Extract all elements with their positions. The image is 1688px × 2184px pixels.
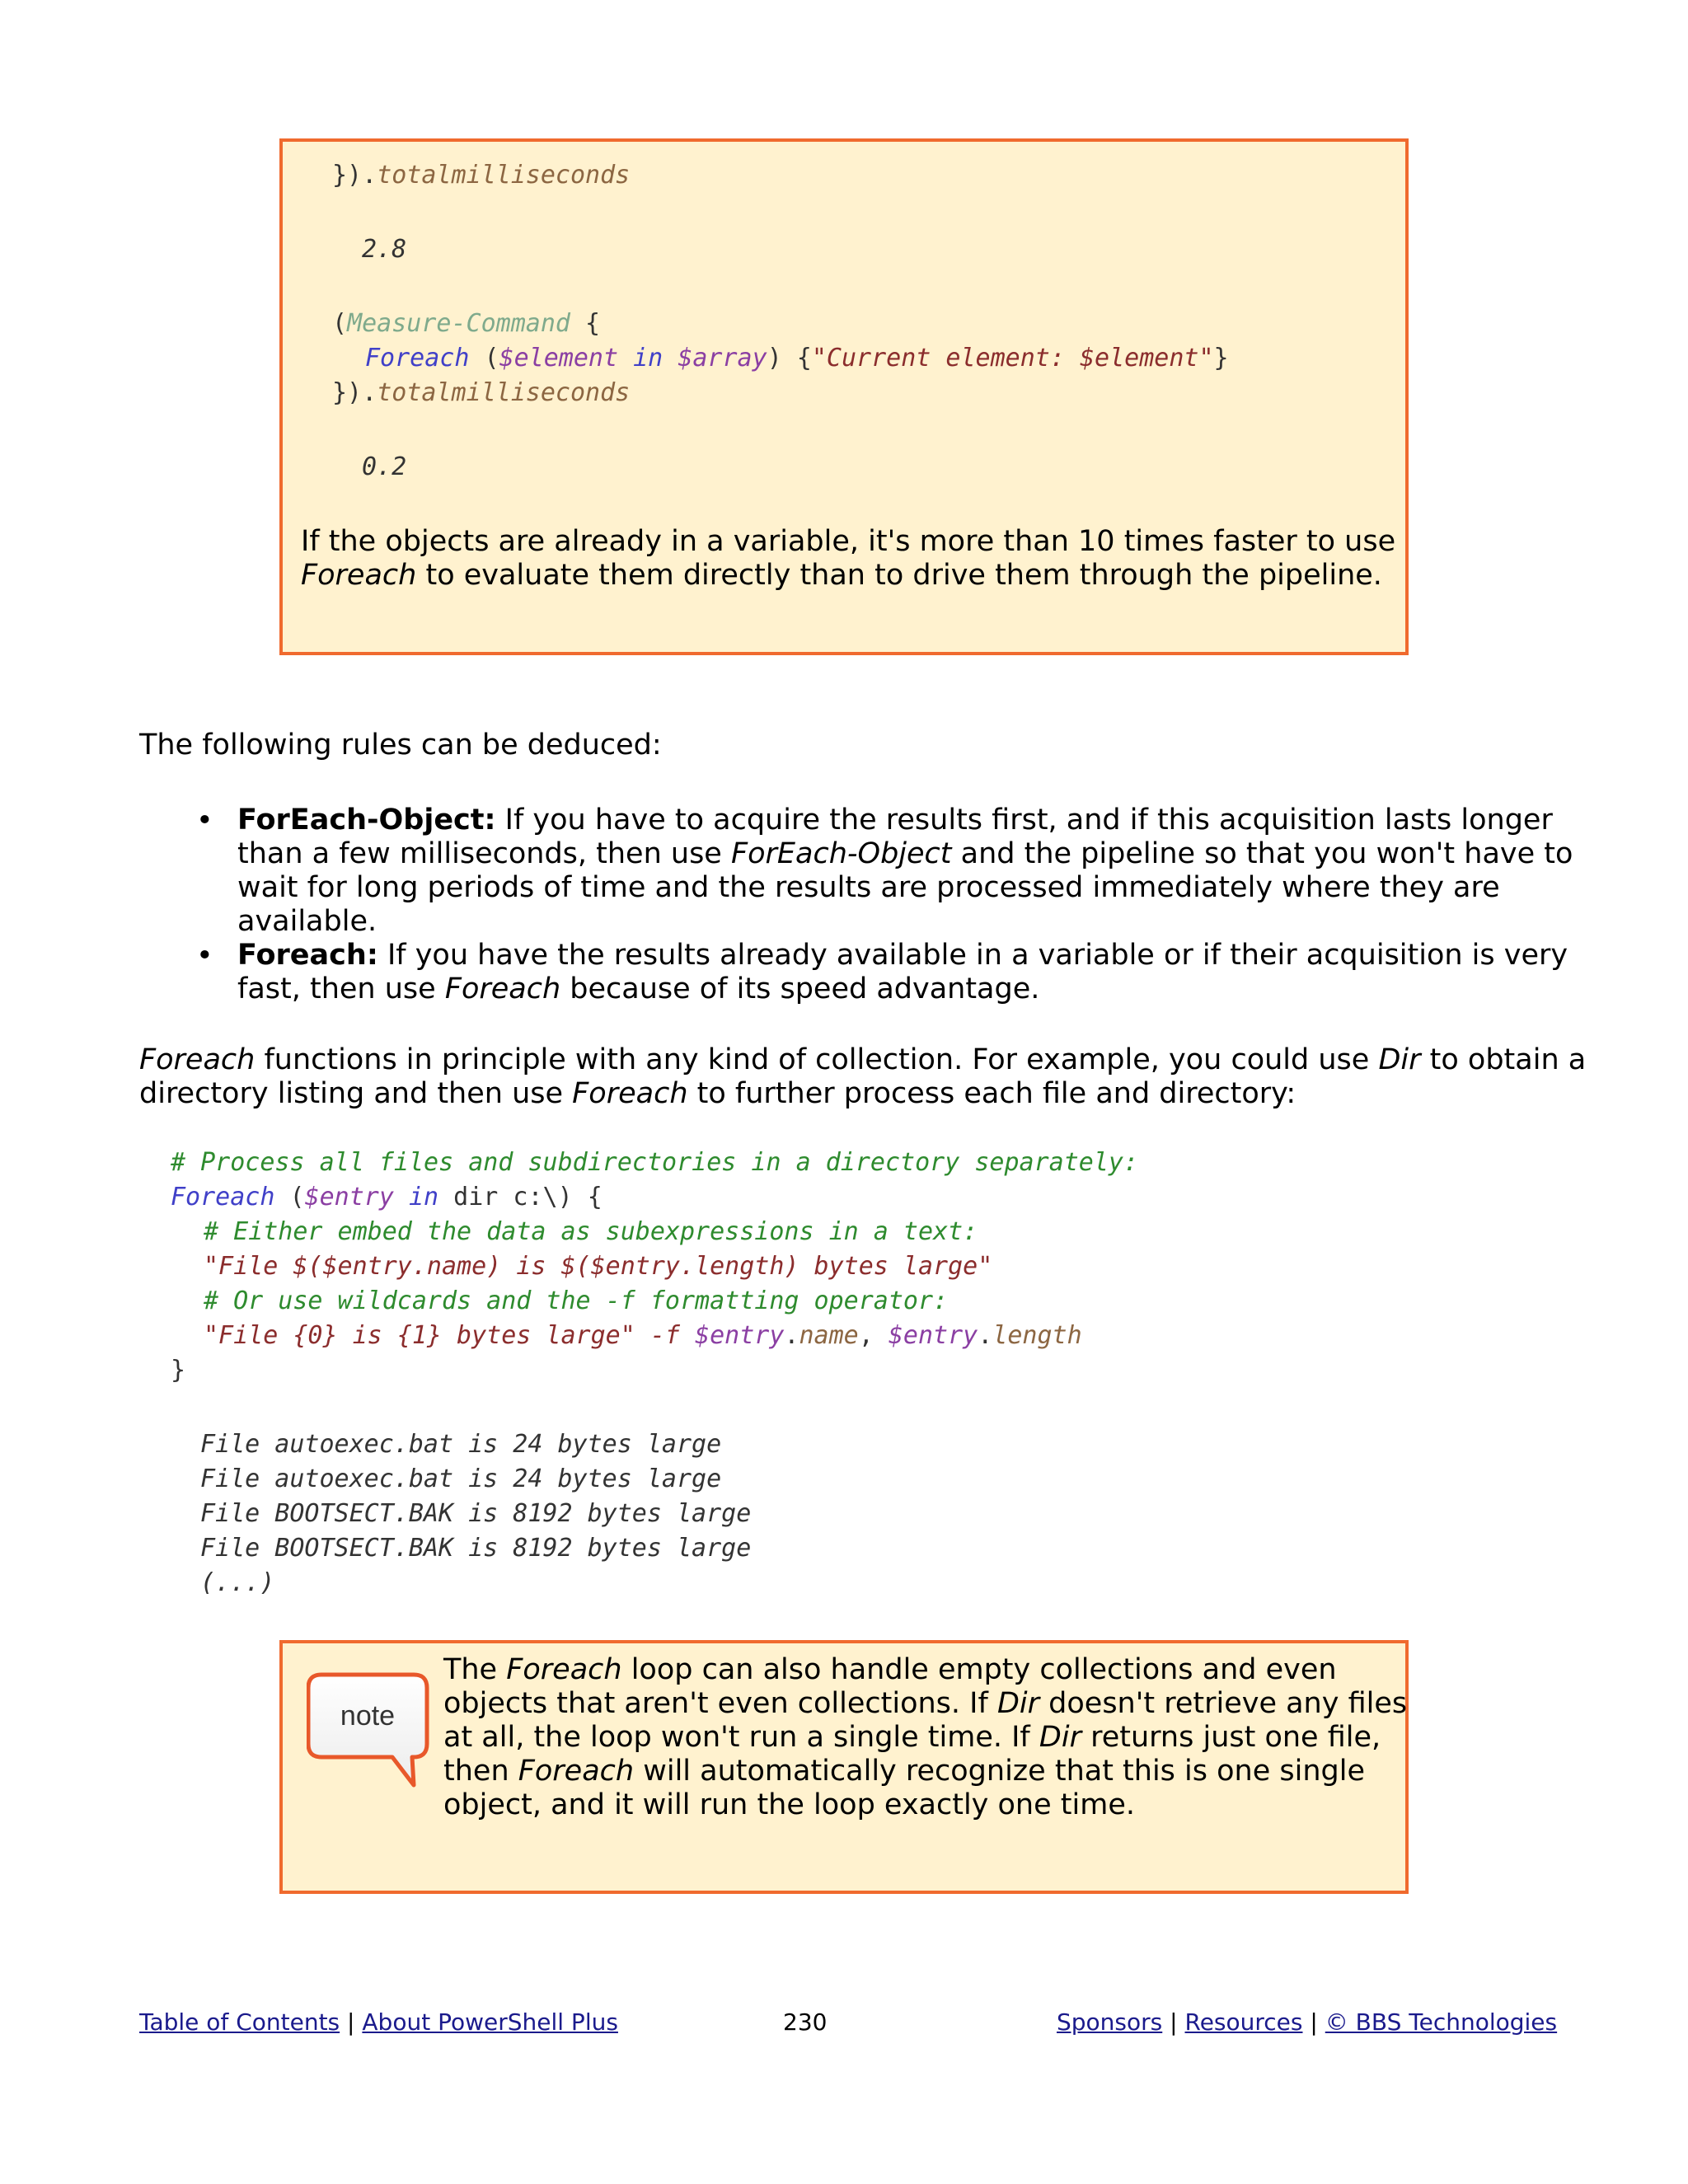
note-text: The Foreach loop can also handle empty collections and even objects that aren't even collections. If Dir doesn't retrieve any files at all, the loop won't run a single time. If Dir returns just one file, then Foreach will automatically recognize that this is one single object, and it will run the loop exactly one time. bbox=[443, 1653, 1408, 1821]
code-string: "File $($entry.name) is $($entry.length) bytes large" bbox=[204, 1252, 993, 1281]
separator: | bbox=[347, 2008, 355, 2036]
bullet-marker: • bbox=[196, 804, 213, 837]
note-icon bbox=[307, 1670, 430, 1793]
page-number: 230 bbox=[783, 2008, 828, 2036]
separator: | bbox=[1170, 2008, 1178, 2036]
code-output: File autoexec.bat is 24 bytes large bbox=[200, 1465, 722, 1493]
intro-paragraph: The following rules can be deduced: bbox=[139, 729, 662, 762]
code-comment: # Or use wildcards and the -f formatting operator: bbox=[204, 1286, 949, 1315]
code-output: 0.2 bbox=[362, 452, 407, 481]
about-link[interactable]: About PowerShell Plus bbox=[362, 2008, 618, 2036]
code-line: "File {0} is {1} bytes large" -f $entry.name, $entry.length bbox=[204, 1321, 1082, 1350]
code-line: }).totalmilliseconds bbox=[332, 378, 631, 407]
code-output: (...) bbox=[200, 1568, 275, 1597]
separator: | bbox=[1310, 2008, 1318, 2036]
body-paragraph: Foreach functions in principle with any kind of collection. For example, you could use Dir to obtain a directory listing and then use Foreach to further process each file and directory: bbox=[139, 1043, 1587, 1110]
code-output: File BOOTSECT.BAK is 8192 bytes large bbox=[200, 1534, 752, 1563]
sponsors-link[interactable]: Sponsors bbox=[1057, 2008, 1163, 2036]
footer-left bbox=[139, 2008, 618, 2037]
bullet-marker: • bbox=[196, 940, 213, 972]
code-line: (Measure-Command { bbox=[332, 309, 601, 338]
code-line: } bbox=[171, 1356, 186, 1385]
note-icon-label: note bbox=[340, 1700, 396, 1732]
code-output: File BOOTSECT.BAK is 8192 bytes large bbox=[200, 1499, 752, 1528]
footer-right bbox=[1057, 2008, 1557, 2037]
tip-text: If the objects are already in a variable, it's more than 10 times faster to use Foreach to evaluate them directly than to drive them through the pipeline. bbox=[301, 525, 1396, 592]
code-line: }).totalmilliseconds bbox=[332, 161, 631, 190]
code-comment: # Process all files and subdirectories in a directory separately: bbox=[171, 1148, 1138, 1177]
code-comment: # Either embed the data as subexpressions in a text: bbox=[204, 1217, 978, 1246]
copyright-link[interactable]: © BBS Technologies bbox=[1325, 2008, 1558, 2036]
code-line: Foreach ($element in $array) {"Current element: $element"} bbox=[365, 344, 1229, 373]
code-line: Foreach ($entry in dir c:\) { bbox=[171, 1183, 603, 1212]
bullet-item-foreach-object: ForEach-Object: If you have to acquire the results first, and if this acquisition lasts longer than a few milliseconds, then use ForEach-Object and the pipeline so that you won't have to wait for long periods of time and the results are processed immediately where they are available. bbox=[237, 804, 1573, 938]
code-output: 2.8 bbox=[362, 235, 407, 264]
toc-link[interactable]: Table of Contents bbox=[139, 2008, 340, 2036]
code-output: File autoexec.bat is 24 bytes large bbox=[200, 1430, 722, 1459]
resources-link[interactable]: Resources bbox=[1184, 2008, 1303, 2036]
bullet-item-foreach: Foreach: If you have the results already available in a variable or if their acquisition is very fast, then use Foreach because of its speed advantage. bbox=[237, 939, 1568, 1005]
